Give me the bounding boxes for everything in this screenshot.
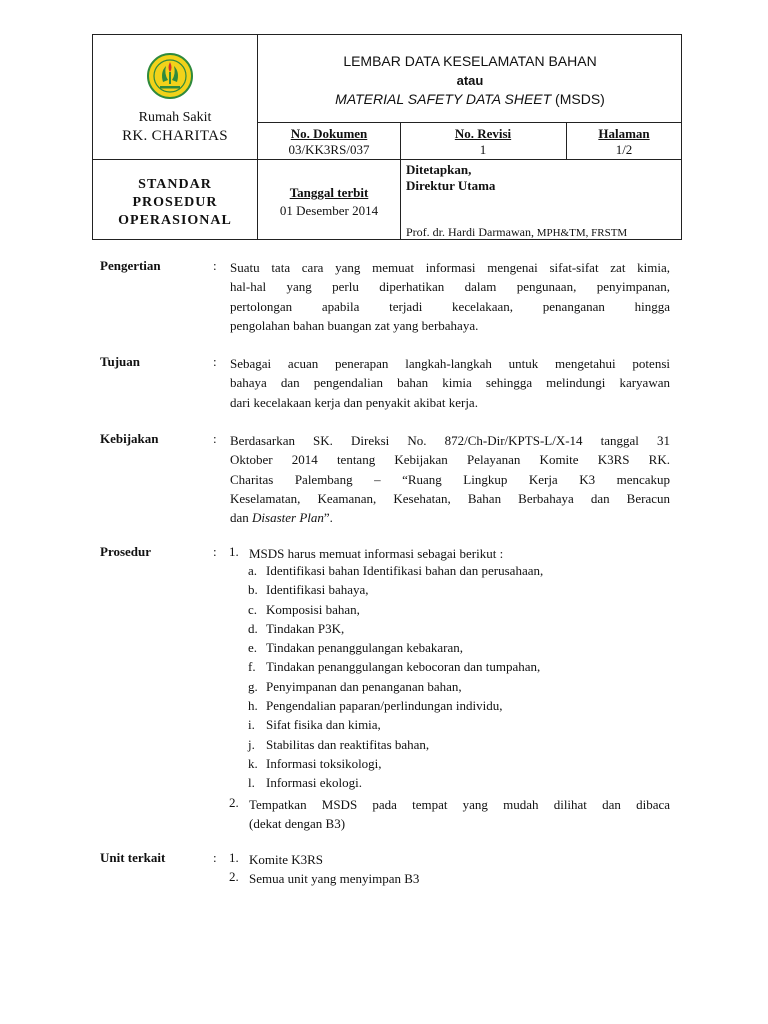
sub-letter: k. xyxy=(248,756,258,771)
title-line3 xyxy=(258,90,682,109)
sub-text: Pengendalian paparan/perlindungan individu, xyxy=(266,698,503,713)
sub-letter: l. xyxy=(248,775,255,790)
page-value: 1/2 xyxy=(615,142,633,157)
sub-text: Identifikasi bahaya, xyxy=(266,582,369,597)
pengertian-line: pertolongan apabila terjadi kecelakaan, penanganan hingga xyxy=(230,298,670,314)
unit-item-text: Semua unit yang menyimpan B3 xyxy=(249,871,420,886)
title-line1: LEMBAR DATA KESELAMATAN BAHAN xyxy=(343,53,597,69)
title-msds-italic: MATERIAL SAFETY DATA SHEET xyxy=(335,91,552,107)
revision-cell xyxy=(400,126,566,158)
prosedur-label: Prosedur xyxy=(100,544,152,559)
hospital-logo xyxy=(146,52,194,100)
prosedur-item2-line2: (dekat dengan B3) xyxy=(249,816,346,832)
kebijakan-last-prefix: dan xyxy=(230,510,253,526)
sub-letter: a. xyxy=(248,563,258,578)
document-title xyxy=(258,52,682,109)
unit-label: Unit terkait xyxy=(100,850,166,865)
prosedur-colon: : xyxy=(213,544,217,559)
kebijakan-label: Kebijakan xyxy=(100,431,159,446)
tujuan-colon: : xyxy=(213,354,217,369)
kebijakan-text xyxy=(230,431,670,527)
approval-block xyxy=(406,162,495,194)
pengertian-line: hal-hal yang perlu diperhatikan dalam pengunaan, penyimpanan, xyxy=(230,279,670,295)
pengertian-colon: : xyxy=(213,258,217,273)
kebijakan-colon: : xyxy=(213,431,217,446)
sub-letter: j. xyxy=(248,737,255,752)
prosedur-item2-line1: Tempatkan MSDS pada tempat yang mudah dilihat dan dibaca xyxy=(249,797,670,812)
doc-number-label: No. Dokumen xyxy=(290,126,368,141)
sop-line3: OPERASIONAL xyxy=(118,213,232,228)
sub-text: Sifat fisika dan kimia, xyxy=(266,717,381,732)
sub-text: Penyimpanan dan penanganan bahan, xyxy=(266,679,462,694)
issue-date-label: Tanggal terbit xyxy=(289,185,369,200)
pengertian-label: Pengertian xyxy=(100,258,161,273)
issue-date-value: 01 Desember 2014 xyxy=(279,203,379,218)
sub-letter: i. xyxy=(248,717,255,732)
sub-text: Komposisi bahan, xyxy=(266,602,360,617)
pengertian-line: Suatu tata cara yang memuat informasi mengenai sifat-sifat zat kimia, xyxy=(230,260,670,275)
unit-item-num: 2. xyxy=(229,869,239,884)
kebijakan-line: Berdasarkan SK. Direksi No. 872/Ch-Dir/KPTS-L/X-14 tanggal 31 xyxy=(230,433,670,448)
hospital-line2: RK. CHARITAS xyxy=(122,128,228,144)
prosedur-item1-text: MSDS harus memuat informasi sebagai berikut : xyxy=(249,546,504,561)
sub-letter: h. xyxy=(248,698,258,713)
kebijakan-line: Keselamatan, Keamanan, Kesehatan, Bahan Berbahaya dan Beracun xyxy=(230,490,670,506)
tujuan-label: Tujuan xyxy=(100,354,140,369)
sub-text: Tindakan penanggulangan kebocoran dan tumpahan, xyxy=(266,659,541,674)
kebijakan-line: Charitas Palembang – “Ruang Lingkup Kerja K3 mencakup xyxy=(230,471,670,487)
title-msds-abbr: (MSDS) xyxy=(551,91,605,107)
unit-item-num: 1. xyxy=(229,850,239,865)
signer-title: MPH&TM, FRSTM xyxy=(533,227,628,239)
unit-colon: : xyxy=(213,850,217,865)
page-label: Halaman xyxy=(598,126,650,141)
sub-letter: e. xyxy=(248,640,258,655)
revision-value: 1 xyxy=(479,142,487,157)
approval-direktur: Direktur Utama xyxy=(406,178,496,193)
doc-number-value: 03/KK3RS/037 xyxy=(288,142,370,157)
prosedur-item2-text xyxy=(249,795,670,834)
title-line2: atau xyxy=(456,73,484,88)
sub-letter: c. xyxy=(248,602,258,617)
sub-letter: f. xyxy=(248,659,256,674)
revision-label: No. Revisi xyxy=(454,126,512,141)
issue-date-cell xyxy=(258,184,400,220)
sub-text: Informasi ekologi. xyxy=(266,775,363,790)
doc-number-cell xyxy=(258,126,400,158)
kebijakan-line: Oktober 2014 tentang Kebijakan Pelayanan Komite K3RS RK. xyxy=(230,452,670,468)
unit-item-text: Komite K3RS xyxy=(249,852,324,867)
pengertian-line: pengolahan bahan buangan zat yang berbahaya. xyxy=(230,317,479,333)
tujuan-line: dari kecelakaan kerja dan penyakit akibat kerja. xyxy=(230,394,478,410)
kebijakan-last-line xyxy=(230,508,670,527)
page-cell xyxy=(566,126,682,158)
sub-text: Informasi toksikologi, xyxy=(266,756,382,771)
signer xyxy=(406,225,627,240)
signer-name: Prof. dr. Hardi Darmawan, xyxy=(406,225,534,239)
tujuan-text xyxy=(230,354,670,412)
header-divider-h2 xyxy=(92,159,682,160)
sub-text: Stabilitas dan reaktifitas bahan, xyxy=(266,737,430,752)
prosedur-item2-num: 2. xyxy=(229,795,239,810)
pengertian-text xyxy=(230,258,670,335)
sub-letter: d. xyxy=(248,621,258,636)
hospital-name xyxy=(92,109,258,145)
approval-ditetapkan: Ditetapkan, xyxy=(406,162,472,177)
prosedur-item1-num: 1. xyxy=(229,544,239,559)
kebijakan-disaster-plan: Disaster Plan xyxy=(252,510,324,526)
sub-text: Tindakan penanggulangan kebakaran, xyxy=(266,640,463,655)
hospital-line1: Rumah Sakit xyxy=(138,110,212,125)
tujuan-line: bahaya dan pengendalian bahan kimia sehingga melindungi karyawan xyxy=(230,375,670,391)
sub-letter: g. xyxy=(248,679,258,694)
sop-title xyxy=(92,176,258,230)
sub-text: Identifikasi bahan Identifikasi bahan dan perusahaan, xyxy=(266,563,544,578)
header-divider-h1 xyxy=(258,122,682,123)
sub-letter: b. xyxy=(248,582,258,597)
sub-text: Tindakan P3K, xyxy=(266,621,345,636)
kebijakan-last-suffix: ”. xyxy=(323,510,333,526)
sop-line1: STANDAR xyxy=(138,177,212,192)
sop-line2: PROSEDUR xyxy=(132,195,218,210)
tujuan-line: Sebagai acuan penerapan langkah-langkah untuk mengetahui potensi xyxy=(230,356,670,371)
